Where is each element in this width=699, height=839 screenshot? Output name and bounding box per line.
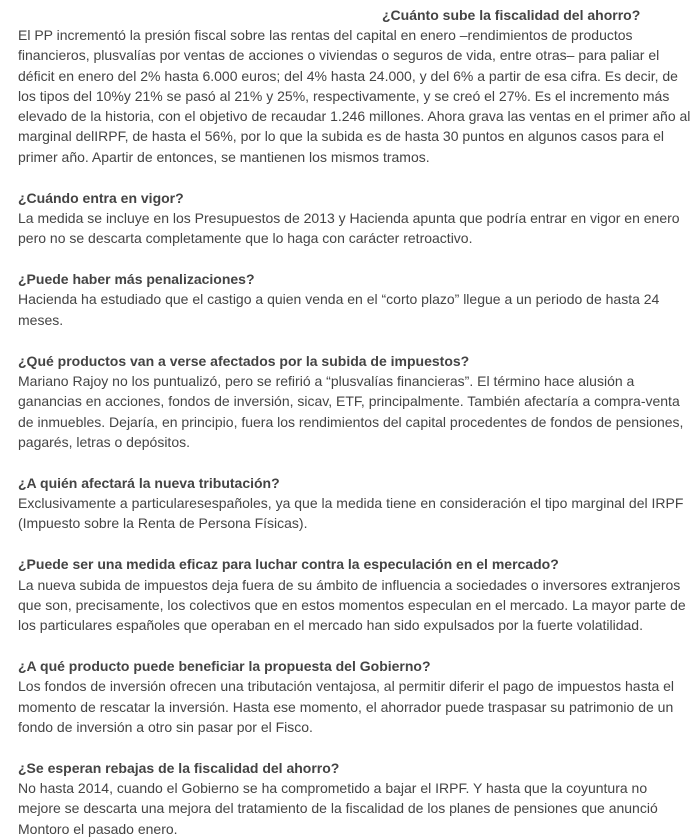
section-heading: ¿A quién afectará la nueva tributación? <box>18 474 280 491</box>
section-body: La nueva subida de impuestos deja fuera de su ámbito de influencia a sociedades o inversores extranjeros que son, precisamente, los colectivos que en estos momentos especulan en el mercado. La mayor parte de los particulares españoles que operaban en el mercado han sido expulsados por la fuerte volatilidad. <box>18 576 686 634</box>
qa-section <box>18 351 691 452</box>
intro-heading: ¿Cuánto sube la fiscalidad del ahorro? <box>382 7 641 23</box>
section-body: La medida se incluye en los Presupuestos de 2013 y Hacienda apunta que podría entrar en vigor en enero pero no se descarta completamente que lo haga con carácter retroactivo. <box>18 209 680 247</box>
section-body: Los fondos de inversión ofrecen una tributación ventajosa, al permitir diferir el pago de impuestos hasta el momento de rescatar la inversión. Hasta ese momento, el ahorrador puede traspasar su patrimonio de un fondo de inversión a otro sin pasar por el Fisco. <box>18 678 675 735</box>
section-body: Exclusivamente a particularesespañoles, ya que la medida tiene en consideración el tipo marginal del IRPF (Impuesto sobre la Renta de Persona Físicas). <box>18 495 684 532</box>
section-body: Mariano Rajoy no los puntualizó, pero se refirió a “plusvalías financieras”. El término hace alusión a ganancias en acciones, fondos de inversión, sicav, ETF, principalmente. También afectaría a compra-venta de inmuebles. Dejaría, en principio, fuera los rendimientos del capital procedentes de fondos de pensiones, pagarés, letras o depósitos. <box>18 372 684 450</box>
qa-section <box>18 758 691 839</box>
section-heading: ¿Qué productos van a verse afectados por la subida de impuestos? <box>18 352 470 369</box>
qa-section <box>18 188 691 249</box>
section-body: Hacienda ha estudiado que el castigo a quien venda en el “corto plazo” llegue a un periodo de hasta 24 meses. <box>18 291 660 328</box>
intro-body: El PP incrementó la presión fiscal sobre las rentas del capital en enero –rendimientos de productos financieros, plusvalías por ventas de acciones o viviendas o seguros de vida, entre otras– para paliar el déficit en enero del 2% hasta 6.000 euros; del 4% hasta 24.000, y del 6% a partir de esa cifra. Es decir, de los tipos del 10%y 21% se pasó al 21% y 25%, respectivamente, y se creó el 27%. Es el incremento más elevado de la historia, con el objetivo de recaudar 1.246 millones. Ahora grava las ventas en el primer año al marginal delIRPF, de hasta el 56%, por lo que la subida es de hasta 30 puntos en algunos casos para el primer año. Apartir de entonces, se mantienen los mismos tramos. <box>18 27 691 165</box>
qa-section <box>18 473 691 534</box>
section-heading: ¿Puede ser una medida eficaz para luchar contra la especulación en el mercado? <box>18 556 559 573</box>
qa-section <box>18 269 691 330</box>
section-heading: ¿Puede haber más penalizaciones? <box>18 271 255 288</box>
section-heading: ¿A qué producto puede beneficiar la propuesta del Gobierno? <box>18 657 431 674</box>
qa-section <box>18 656 691 737</box>
qa-section <box>18 554 691 635</box>
section-body: No hasta 2014, cuando el Gobierno se ha comprometido a bajar el IRPF. Y hasta que la coyuntura no mejore se descarta una mejora del tratamiento de la fiscalidad de los planes de pensiones que anunció Montoro el pasado enero. <box>18 780 658 837</box>
section-heading: ¿Cuándo entra en vigor? <box>18 189 184 206</box>
section-heading: ¿Se esperan rebajas de la fiscalidad del ahorro? <box>18 759 340 776</box>
